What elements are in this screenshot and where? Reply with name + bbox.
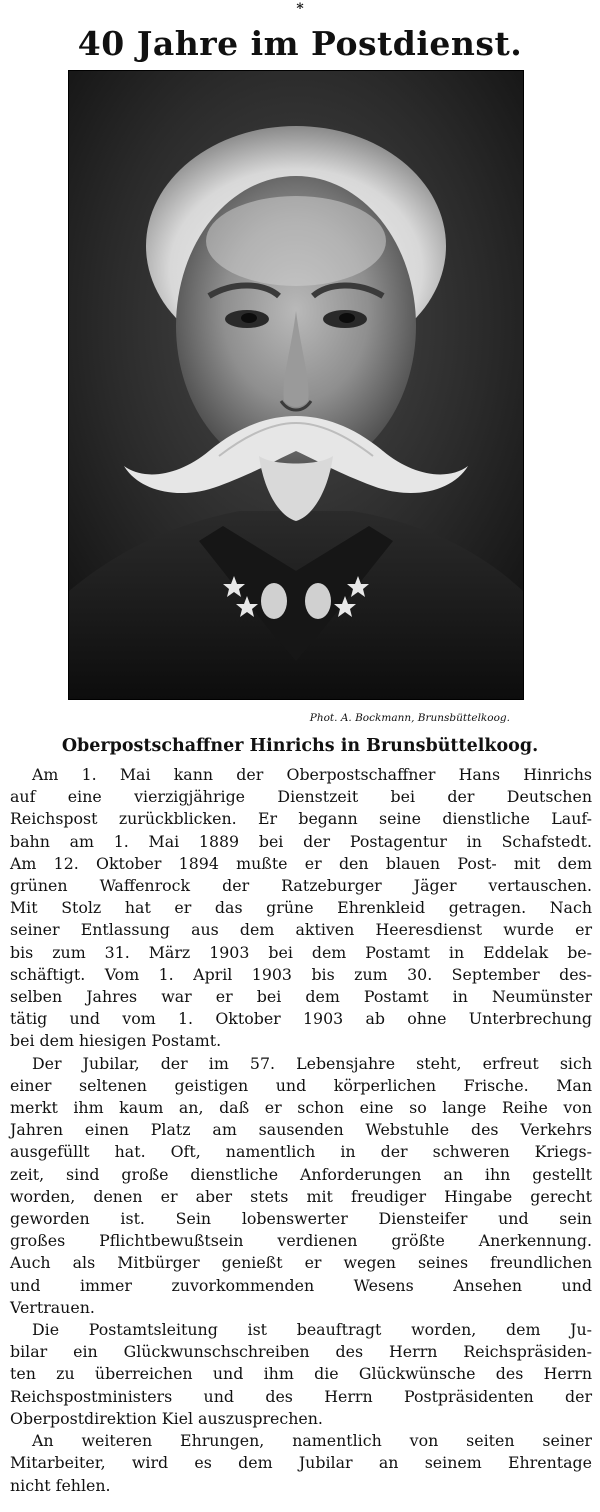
- text-line: zeit, sind große dienstliche Anforderungen an ihn gestellt: [10, 1164, 592, 1184]
- text-line: nicht fehlen.: [10, 1475, 111, 1495]
- text-line: Oberpostdirektion Kiel auszusprechen.: [10, 1408, 323, 1428]
- text-line: Mit Stolz hat er das grüne Ehrenkleid getragen. Nach: [10, 898, 592, 918]
- photo-credit: Phot. A. Bockmann, Brunsbüttelkoog.: [309, 712, 510, 724]
- article-headline: 40 Jahre im Postdienst.: [77, 24, 523, 63]
- portrait-icon: [69, 71, 523, 699]
- paragraph: [10, 1430, 592, 1497]
- paragraph: [10, 1319, 592, 1430]
- text-line: Am 12. Oktober 1894 mußte er den blauen Post- mit dem: [10, 853, 592, 873]
- text-line: großes Pflichtbewußtsein verdienen größte Anerkennung.: [10, 1231, 592, 1251]
- text-line: bilar ein Glückwunschschreiben des Herrn Reichspräsiden-: [10, 1342, 592, 1362]
- text-line: Auch als Mitbürger genießt er wegen seines freundlichen: [10, 1253, 592, 1273]
- portrait-photo: [68, 70, 524, 700]
- text-line: bei dem hiesigen Postamt.: [10, 1031, 222, 1051]
- text-line: Die Postamtsleitung ist beauftragt worden, dem Ju-: [32, 1320, 592, 1340]
- text-line: schäftigt. Vom 1. April 1903 bis zum 30. September des-: [10, 964, 592, 984]
- text-line: Der Jubilar, der im 57. Lebensjahre steht, erfreut sich: [32, 1053, 592, 1073]
- photo-caption: Oberpostschaffner Hinrichs in Brunsbüttelkoog.: [61, 736, 539, 756]
- text-line: geworden ist. Sein lobenswerter Diensteifer und sein: [10, 1209, 592, 1229]
- paragraph: [10, 1053, 592, 1319]
- text-line: Vertrauen.: [10, 1297, 95, 1317]
- text-line: selben Jahres war er bei dem Postamt in Neumünster: [10, 987, 592, 1007]
- text-line: bahn am 1. Mai 1889 bei der Postagentur in Schafstedt.: [10, 831, 592, 851]
- text-line: bis zum 31. März 1903 bei dem Postamt in Eddelak be-: [10, 942, 592, 962]
- text-line: einer seltenen geistigen und körperlichen Frische. Man: [10, 1075, 592, 1095]
- text-line: ten zu überreichen und ihm die Glückwünsche des Herrn: [10, 1364, 592, 1384]
- text-line: auf eine vierzigjährige Dienstzeit bei der Deutschen: [10, 787, 592, 807]
- text-line: Reichspost zurückblicken. Er begann seine dienstliche Lauf-: [10, 809, 592, 829]
- paragraph: [10, 764, 592, 1053]
- text-line: worden, denen er aber stets mit freudiger Hingabe gerecht: [10, 1186, 592, 1206]
- text-line: merkt ihm kaum an, daß er schon eine so lange Reihe von: [10, 1098, 592, 1118]
- text-line: und immer zuvorkommenden Wesens Ansehen und: [10, 1275, 592, 1295]
- text-line: seiner Entlassung aus dem aktiven Heeresdienst wurde er: [10, 920, 592, 940]
- text-line: Mitarbeiter, wird es dem Jubilar an seinem Ehrentage: [10, 1453, 592, 1473]
- text-line: ausgefüllt hat. Oft, namentlich in der schweren Kriegs-: [10, 1142, 592, 1162]
- text-line: An weiteren Ehrungen, namentlich von seiten seiner: [32, 1431, 592, 1451]
- ornament-asterisk: *: [296, 1, 304, 17]
- text-line: grünen Waffenrock der Ratzeburger Jäger vertauschen.: [10, 876, 592, 896]
- text-line: Jahren einen Platz am sausenden Webstuhle des Verkehrs: [10, 1120, 592, 1140]
- article-body: [10, 764, 592, 1497]
- text-line: Am 1. Mai kann der Oberpostschaffner Hans Hinrichs: [32, 765, 592, 784]
- text-line: Reichspostministers und des Herrn Postpräsidenten der: [10, 1386, 592, 1406]
- text-line: tätig und vom 1. Oktober 1903 ab ohne Unterbrechung: [10, 1009, 592, 1029]
